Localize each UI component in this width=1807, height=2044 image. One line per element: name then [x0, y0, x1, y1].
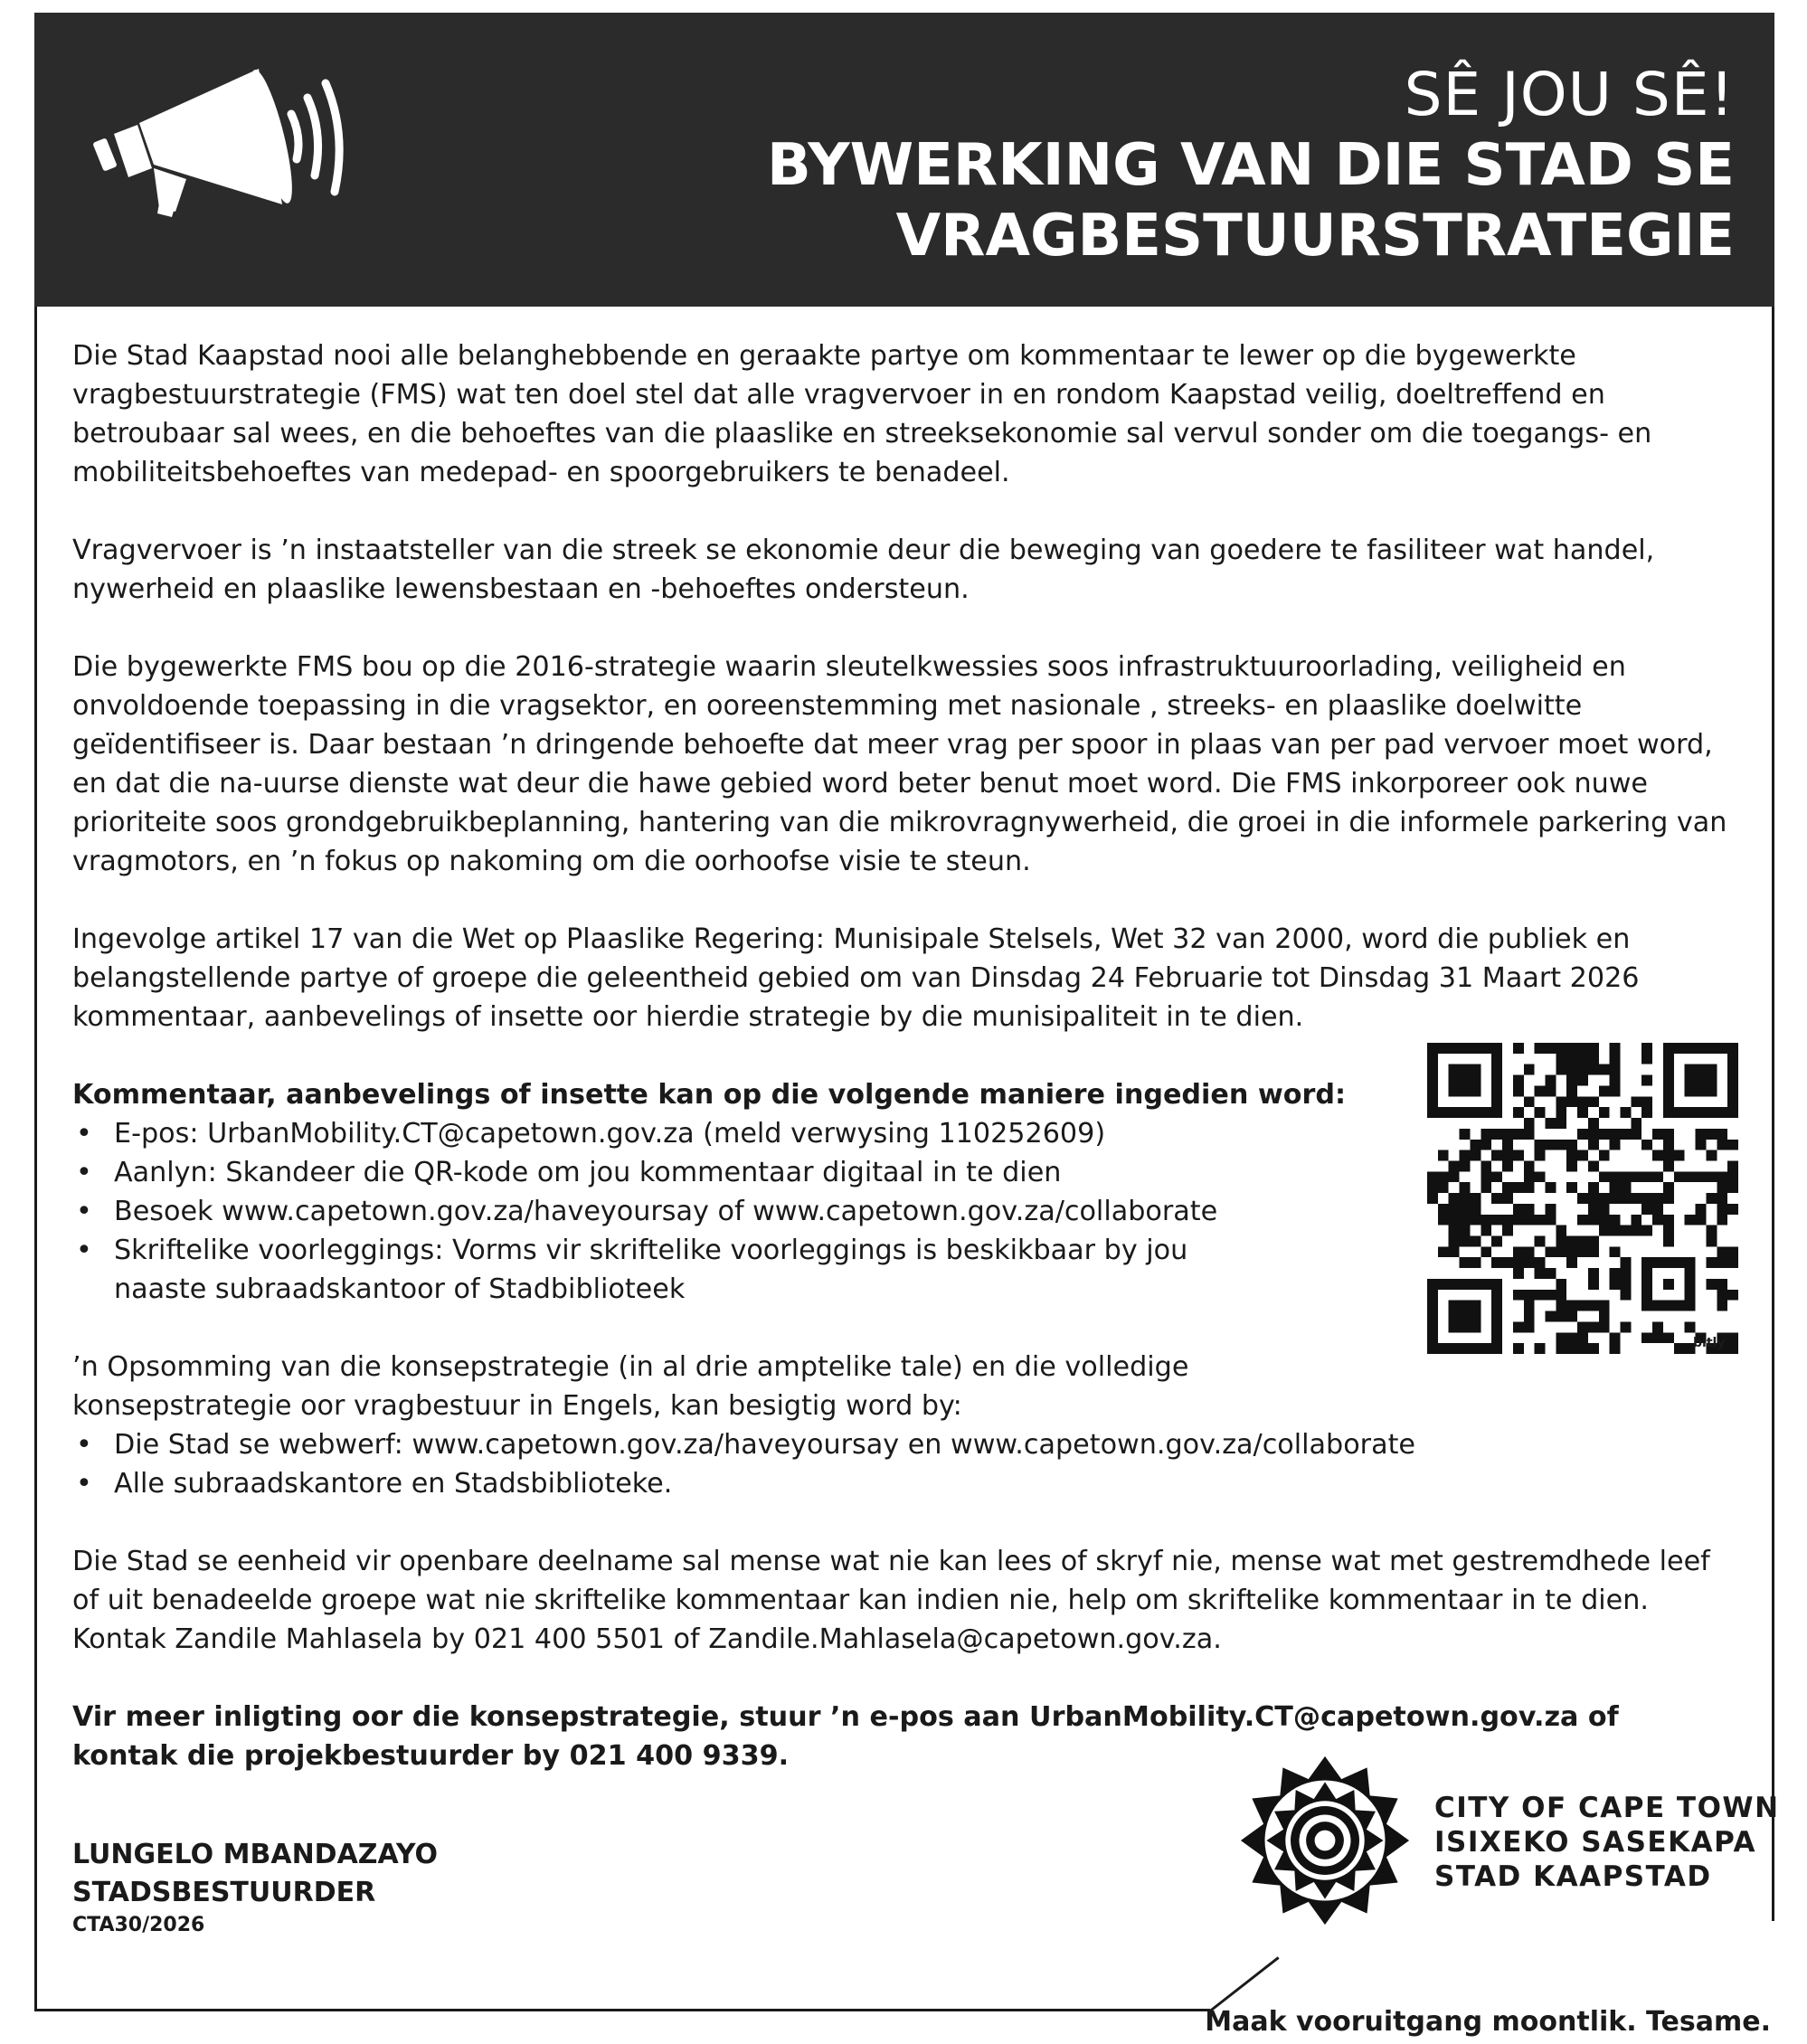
list-item	[72, 1114, 1317, 1153]
legal-paragraph: Ingevolge artikel 17 van die Wet op Plaaslike Regering: Munisipale Stelsels, Wet 32 van 2000, word die publiek en belangstellende partye of groepe die geleentheid gebied om van Dinsdag 24 Februarie tot Dinsdag 31 Maart 2026 kommentaar, aanbevelings of insette oor hierdie strategie by die munisipaliteit in te dien.	[72, 923, 1640, 1033]
frame-left-border	[34, 13, 37, 2011]
signature-block	[72, 1836, 438, 1939]
frame-bottom-border	[34, 2009, 1210, 2011]
summary-website[interactable]: Die Stad se webwerf: www.capetown.gov.za/haveyoursay en www.capetown.gov.za/collaborate	[114, 1429, 1416, 1461]
submission-websites[interactable]: Besoek www.capetown.gov.za/haveyoursay of www.capetown.gov.za/collaborate	[114, 1196, 1218, 1227]
summary-list	[72, 1425, 1736, 1503]
strategy-paragraph: Die bygewerkte FMS bou op die 2016-strategie waarin sleutelkwessies soos infrastruktuuroorlading, veiligheid en onvoldoende toepassing in die vragsektor, en ooreenstemming met nasionale , streeks- en plaaslike doelwitte geïdentifiseer is. Daar bestaan ’n dringende behoefte dat meer vrag per spoor in plaas van per pad vervoer moet word, en dat die na-uurse dienste wat deur die hawe gebied word beter benut moet word. Die FMS inkorporeer ook nuwe prioriteite soos grondgebruikbeplanning, hantering van die mikrovragnywerheid, die groei in die informele parkering van vragmotors, en ’n fokus op nakoming om die oorhoofse visie te steun.	[72, 651, 1727, 877]
city-name-xhosa: ISIXEKO SASEKAPA	[1434, 1826, 1756, 1859]
header-kicker: SÊ JOU SÊ!	[1404, 60, 1735, 129]
qr-code[interactable]	[1427, 1043, 1738, 1354]
assistance-paragraph: Die Stad se eenheid vir openbare deelname sal mense wat nie kan lees of skryf nie, mense wat met gestremdhede leef of uit benadeelde groepe wat nie skriftelike kommentaar kan indien nie, help om skriftelike kommentaar in te dien. Kontak Zandile Mahlasela by 021 400 5501 of Zandile.Mahlasela@capetown.gov.za.	[72, 1546, 1710, 1655]
submission-online: Aanlyn: Skandeer die QR-kode om jou kommentaar digitaal in te dien	[114, 1157, 1062, 1188]
header-banner	[34, 13, 1774, 307]
list-item	[72, 1231, 1272, 1309]
city-name-english: CITY OF CAPE TOWN	[1434, 1792, 1780, 1824]
header-headline-line2: VRAGBESTUURSTRATEGIE	[895, 203, 1735, 270]
signatory-title: STADSBESTUURDER	[72, 1877, 376, 1908]
list-item	[72, 1425, 1651, 1464]
city-of-cape-town-logo	[1239, 1755, 1411, 1926]
list-item	[72, 1192, 1317, 1231]
qr-shortener-label: bitly	[1693, 1336, 1726, 1350]
city-tagline: Maak vooruitgang moontlik. Tesame.	[1205, 2006, 1771, 2038]
submission-written: Skriftelike voorleggings: Vorms vir skriftelike voorleggings is beskikbaar by jou naaste subraadskantoor of Stadbiblioteek	[114, 1235, 1188, 1305]
city-name-block	[1434, 1791, 1780, 1894]
bullet: •	[76, 1196, 92, 1227]
city-name-afrikaans: STAD KAAPSTAD	[1434, 1860, 1712, 1893]
frame-diagonal-accent	[1209, 1956, 1279, 2011]
submission-heading: Kommentaar, aanbevelings of insette kan op die volgende maniere ingedien word:	[72, 1079, 1347, 1111]
list-item	[72, 1153, 1317, 1192]
bullet: •	[76, 1235, 92, 1266]
freight-paragraph: Vragvervoer is ’n instaatsteller van die streek se ekonomie deur die beweging van goedere te fasiliteer wat handel, nywerheid en plaaslike lewensbestaan en -behoeftes ondersteun.	[72, 535, 1655, 605]
reference-number: CTA30/2026	[72, 1914, 205, 1936]
more-info-paragraph: Vir meer inligting oor die konsepstrategie, stuur ’n e-pos aan UrbanMobility.CT@capetown.gov.za of kontak die projekbestuurder by 021 400 9339.	[72, 1701, 1619, 1772]
banner-heading-block	[767, 60, 1735, 271]
megaphone-icon	[81, 51, 362, 241]
header-headline-line1: BYWERKING VAN DIE STAD SE	[766, 132, 1735, 199]
bullet: •	[76, 1468, 92, 1500]
bullet: •	[76, 1157, 92, 1188]
summary-intro: ’n Opsomming van die konsepstrategie (in al drie amptelike tale) en die volledige konsepstrategie oor vragbestuur in Engels, kan besigtig word by:	[72, 1351, 1189, 1422]
bullet: •	[76, 1118, 92, 1150]
intro-paragraph: Die Stad Kaapstad nooi alle belanghebbende en geraakte partye om kommentaar te lewer op die bygewerkte vragbestuurstrategie (FMS) wat ten doel stel dat alle vragvervoer in en rondom Kaapstad veilig, doeltreffend en betroubaar sal wees, en die behoeftes van die plaaslike en streeksekonomie sal vervul sonder om die toegangs- en mobiliteitsbehoeftes van medepad- en spoorgebruikers te benadeel.	[72, 340, 1652, 488]
bullet: •	[76, 1429, 92, 1461]
list-item	[72, 1464, 1317, 1503]
submission-email[interactable]: E-pos: UrbanMobility.CT@capetown.gov.za (meld verwysing 110252609)	[114, 1118, 1106, 1150]
signatory-name: LUNGELO MBANDAZAYO	[72, 1839, 439, 1870]
summary-offices: Alle subraadskantore en Stadsbiblioteke.	[114, 1468, 673, 1500]
